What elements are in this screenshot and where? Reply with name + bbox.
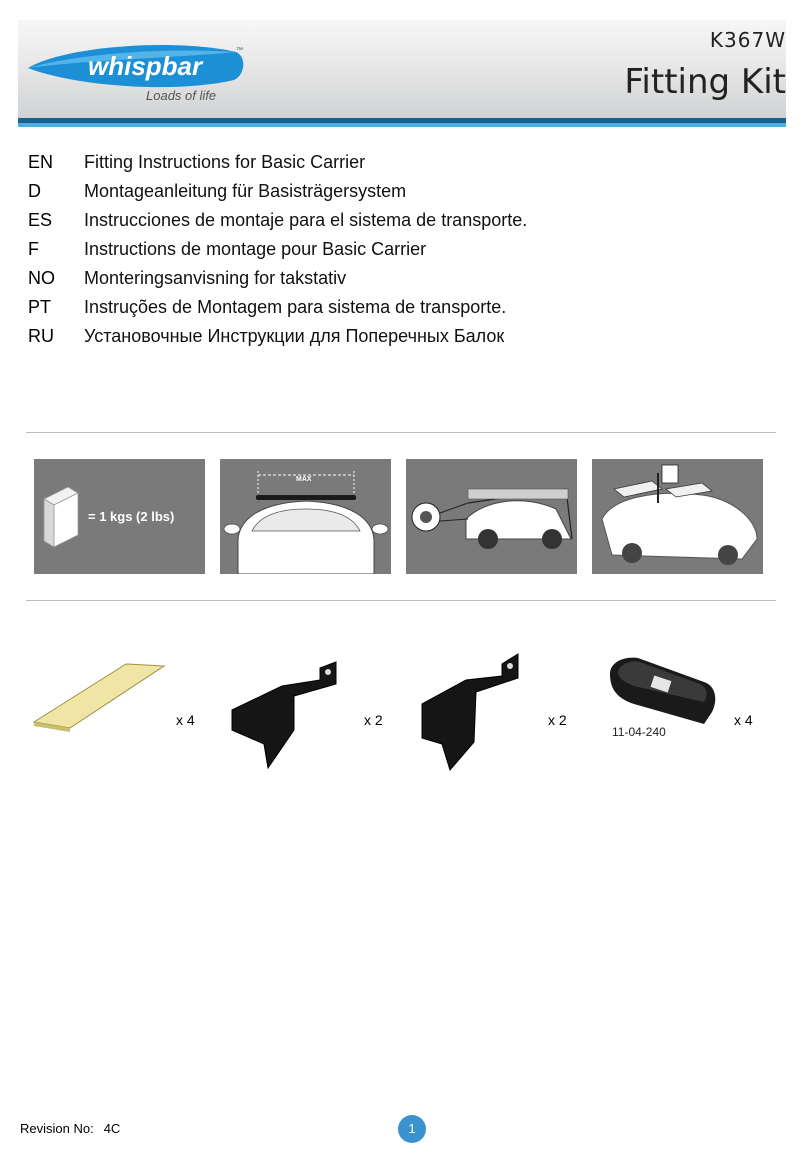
language-row [28, 206, 527, 235]
car-front-illustration [220, 459, 391, 574]
language-row [28, 322, 527, 351]
whispbar-logo [24, 38, 254, 98]
weight-panel [34, 459, 205, 574]
language-title: Instructions de montage pour Basic Carrier [84, 239, 427, 259]
language-row [28, 177, 527, 206]
part-quantity: x 2 [548, 712, 567, 728]
max-spacing-panel [220, 459, 391, 574]
language-list [28, 148, 527, 351]
bracket-icon [412, 652, 540, 774]
language-code: ES [28, 210, 53, 230]
car-load-illustration [592, 459, 763, 574]
revision-number: 4C [103, 1121, 121, 1136]
revision-label: Revision No: [20, 1121, 94, 1136]
brand-tagline: Loads of life [146, 88, 217, 103]
bracket-icon [224, 660, 356, 770]
header-stripe-accent [18, 123, 786, 127]
language-code: EN [28, 152, 54, 172]
language-title: Instruções de Montagem para sistema de transporte. [84, 297, 507, 317]
adhesive-pad-icon [30, 658, 168, 738]
trademark-mark: ™ [236, 47, 243, 54]
language-title: Установочные Инструкции для Поперечных Балок [84, 326, 505, 346]
language-code: F [28, 239, 39, 259]
page-number-badge: 1 [398, 1115, 426, 1143]
language-title: Montageanleitung für Basisträgersystem [84, 181, 407, 201]
language-code: NO [28, 268, 55, 288]
part-quantity: x 4 [734, 712, 753, 728]
language-title: Monteringsanvisning for takstativ [84, 268, 347, 288]
weight-label: = 1 kgs (2 lbs) [88, 509, 175, 524]
document-title: Fitting Kit [624, 62, 786, 102]
language-row [28, 235, 527, 264]
foot-pad-icon [604, 652, 722, 728]
language-title: Fitting Instructions for Basic Carrier [84, 152, 366, 172]
language-code: RU [28, 326, 54, 346]
part-quantity: x 2 [364, 712, 383, 728]
document-code: K367W [709, 28, 786, 52]
load-panel [592, 459, 763, 574]
brand-wordmark: whispbar [88, 51, 203, 81]
revision-info [20, 1121, 120, 1136]
language-row [28, 264, 527, 293]
section-divider [26, 432, 776, 433]
car-strap-illustration [406, 459, 577, 574]
language-title: Instrucciones de montaje para el sistema de transporte. [84, 210, 528, 230]
strap-panel [406, 459, 577, 574]
language-code: PT [28, 297, 52, 317]
language-code: D [28, 181, 41, 201]
part-number: 11-04-240 [612, 725, 666, 739]
part-quantity: x 4 [176, 712, 195, 728]
language-row [28, 293, 527, 322]
section-divider [26, 600, 776, 601]
max-label: MAX [296, 476, 312, 483]
language-row [28, 148, 527, 177]
